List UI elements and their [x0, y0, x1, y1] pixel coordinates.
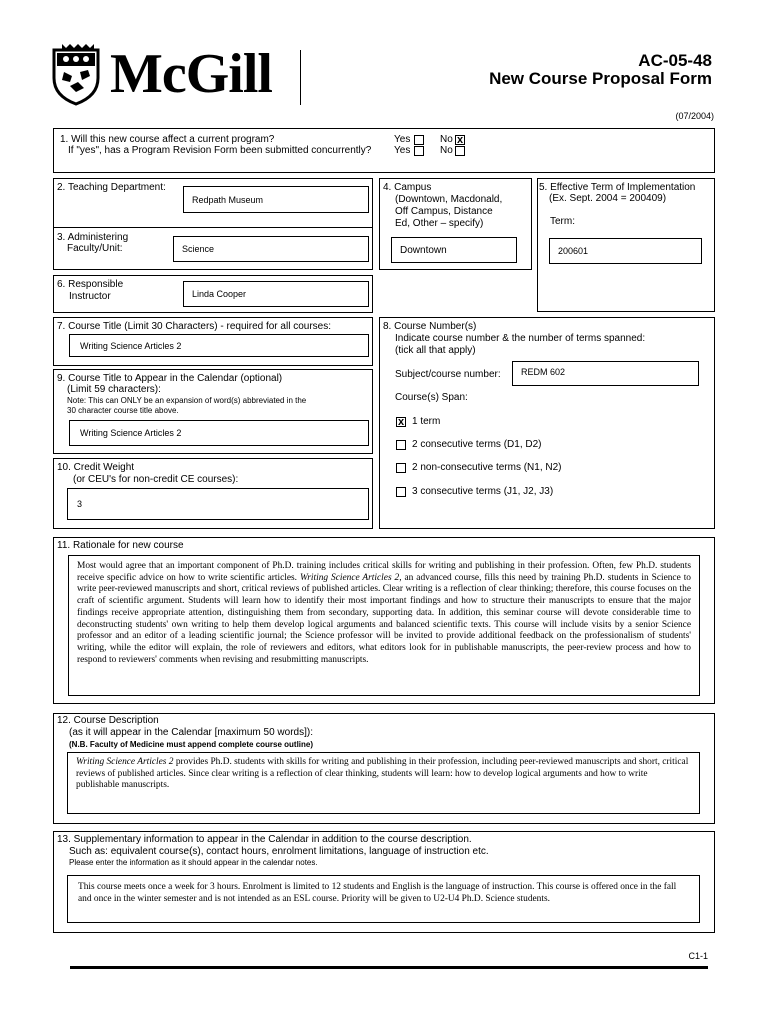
q10-label-line1: 10. Credit Weight	[57, 462, 135, 473]
q10-label-line2: (or CEU's for non-credit CE courses):	[73, 474, 239, 485]
q1-question: 1. Will this new course affect a current program?	[60, 134, 275, 145]
span-2-consecutive-label: 2 consecutive terms (D1, D2)	[412, 439, 542, 450]
q9-note-line1: Note: This can ONLY be an expansion of word(s) abbreviated in the	[67, 396, 307, 405]
q12-label-line3: (N.B. Faculty of Medicine must append complete course outline)	[69, 740, 314, 749]
rationale-text-2: , an advanced course, fills this need by training Ph.D. students in Science to write peer-reviewed manuscripts and short, critical reviews of published articles. Clear writing is a reflection of clear thinking; therefore, this course focuses on the craft of scientific argument. Students will learn how to identify their most important findings and how to structure their manuscripts to ensure that the major findings receive appropriate attention, distinguishing them from secondary, supporting data. In addition, this seminar course will devote considerable time to deconstructing students' own writing to help them develop logical arguments and balanced scientific texts. This course will include visits by a senior Science professor and an editor of a leading scientific journal; the Science professor will be invited to provide additional feedback on the professionalism of students' writing, while the editor will explain, the role of reviewers and editors, what editors look for in publishable manuscripts, the peer-review process and how to respond to reviewers' comments when revising and resubmitting manuscripts.	[77, 572, 691, 665]
q6-label-line1: 6. Responsible	[57, 279, 124, 290]
rationale-course-name: Writing Science Articles 2	[299, 572, 400, 583]
q1-yes-checkbox[interactable]	[414, 135, 424, 145]
q8-label-line3: (tick all that apply)	[395, 345, 476, 356]
q1-no-checkbox[interactable]: x	[456, 134, 464, 146]
description-text: provides Ph.D. students with skills for writing and publishing in their profession, including peer-reviewed manuscripts and short, critical reviews of published articles. Since clear writing is a reflection of clear thinking, students will learn: how to develop logical arguments and how to write publishable manuscripts.	[76, 757, 689, 791]
span-2-nonconsecutive-checkbox[interactable]	[396, 463, 406, 473]
q9-label-line1: 9. Course Title to Appear in the Calendar (optional)	[57, 373, 283, 384]
q1-followup-yes-checkbox[interactable]	[414, 146, 424, 156]
q5-label-line1: 5. Effective Term of Implementation	[539, 182, 696, 193]
administering-faculty-field[interactable]: Science	[173, 236, 369, 262]
course-span-label: Course(s) Span:	[395, 392, 468, 403]
subject-course-number-field[interactable]: REDM 602	[512, 361, 699, 386]
wordmark-rule	[300, 50, 301, 105]
q13-label-line2: Such as: equivalent course(s), contact hours, enrolment limitations, language of instruction etc.	[69, 846, 489, 857]
q3-label-line1: 3. Administering	[57, 232, 129, 243]
span-1-term-label: 1 term	[412, 416, 441, 427]
credit-weight-field[interactable]: 3	[67, 488, 369, 520]
rationale-text-1: Most would agree that an important component of Ph.D. training includes critical skills for writing and publishing in their profession. Often, few Ph.D. students receive specific advice on how to write scientific articles.	[77, 561, 691, 583]
q5-term-label: Term:	[550, 216, 575, 227]
q5-label-line2: (Ex. Sept. 2004 = 200409)	[549, 193, 667, 204]
q1-followup-yes-label: Yes	[394, 145, 411, 156]
supplementary-info-field[interactable]: This course meets once a week for 3 hours. Enrolment is limited to 12 students and English is the language of instruction. This course is offered once in the fall and once in the winter semester and is not intended as an ESL course. Priority will be given to U2-U4 Ph.D. Science students.	[67, 875, 700, 923]
q4-label-line4: Ed, Other – specify)	[395, 218, 484, 229]
campus-field[interactable]: Downtown	[391, 237, 517, 263]
q7-label: 7. Course Title (Limit 30 Characters) - required for all courses:	[57, 321, 331, 332]
span-3-consecutive-checkbox[interactable]	[396, 487, 406, 497]
q1-followup-no-checkbox[interactable]	[455, 146, 465, 156]
q12-label-line2: (as it will appear in the Calendar [maximum 50 words]):	[69, 727, 313, 738]
q1-no-label: No	[440, 134, 453, 145]
q1-yes-label: Yes	[394, 134, 411, 145]
calendar-title-field[interactable]: Writing Science Articles 2	[69, 420, 369, 446]
q1-followup-no-label: No	[440, 145, 453, 156]
subject-course-number-label: Subject/course number:	[395, 369, 501, 380]
responsible-instructor-field[interactable]: Linda Cooper	[183, 281, 369, 307]
course-description-field[interactable]	[67, 752, 700, 814]
q4-label-line1: 4. Campus	[383, 182, 432, 193]
brand-wordmark: McGill	[110, 43, 272, 105]
q6-label-line2: Instructor	[69, 291, 111, 302]
form-title: New Course Proposal Form	[489, 69, 712, 88]
course-title-field[interactable]: Writing Science Articles 2	[69, 334, 369, 357]
rationale-field[interactable]	[68, 555, 700, 696]
mcgill-crest-icon	[52, 42, 100, 106]
q3-label-line2: Faculty/Unit:	[67, 243, 123, 254]
span-2-consecutive-checkbox[interactable]	[396, 440, 406, 450]
span-3-consecutive-label: 3 consecutive terms (J1, J2, J3)	[412, 486, 554, 497]
q9-label-line2: (Limit 59 characters):	[67, 384, 161, 395]
q1-followup: If "yes", has a Program Revision Form been submitted concurrently?	[68, 145, 372, 156]
page-number: C1-1	[688, 951, 708, 961]
q4-label-line3: Off Campus, Distance	[395, 206, 493, 217]
footer-rule	[70, 966, 708, 969]
q2-label: 2. Teaching Department:	[57, 182, 166, 193]
q13-label-line3: Please enter the information as it should appear in the calendar notes.	[69, 858, 318, 867]
q11-label: 11. Rationale for new course	[57, 540, 184, 551]
q8-label-line2: Indicate course number & the number of terms spanned:	[395, 333, 646, 344]
description-course-name: Writing Science Articles 2	[76, 757, 174, 767]
form-code: AC-05-48	[638, 51, 712, 70]
q4-label-line2: (Downtown, Macdonald,	[395, 194, 503, 205]
span-1-term-checkbox[interactable]: x	[397, 416, 405, 428]
q13-label-line1: 13. Supplementary information to appear in the Calendar in addition to the course description.	[57, 834, 472, 845]
q9-note-line2: 30 character course title above.	[67, 406, 179, 415]
form-version: (07/2004)	[675, 111, 714, 121]
q8-label-line1: 8. Course Number(s)	[383, 321, 477, 332]
effective-term-field[interactable]: 200601	[549, 238, 702, 264]
teaching-department-field[interactable]: Redpath Museum	[183, 186, 369, 213]
span-2-nonconsecutive-label: 2 non-consecutive terms (N1, N2)	[412, 462, 562, 473]
q12-label-line1: 12. Course Description	[57, 715, 159, 726]
